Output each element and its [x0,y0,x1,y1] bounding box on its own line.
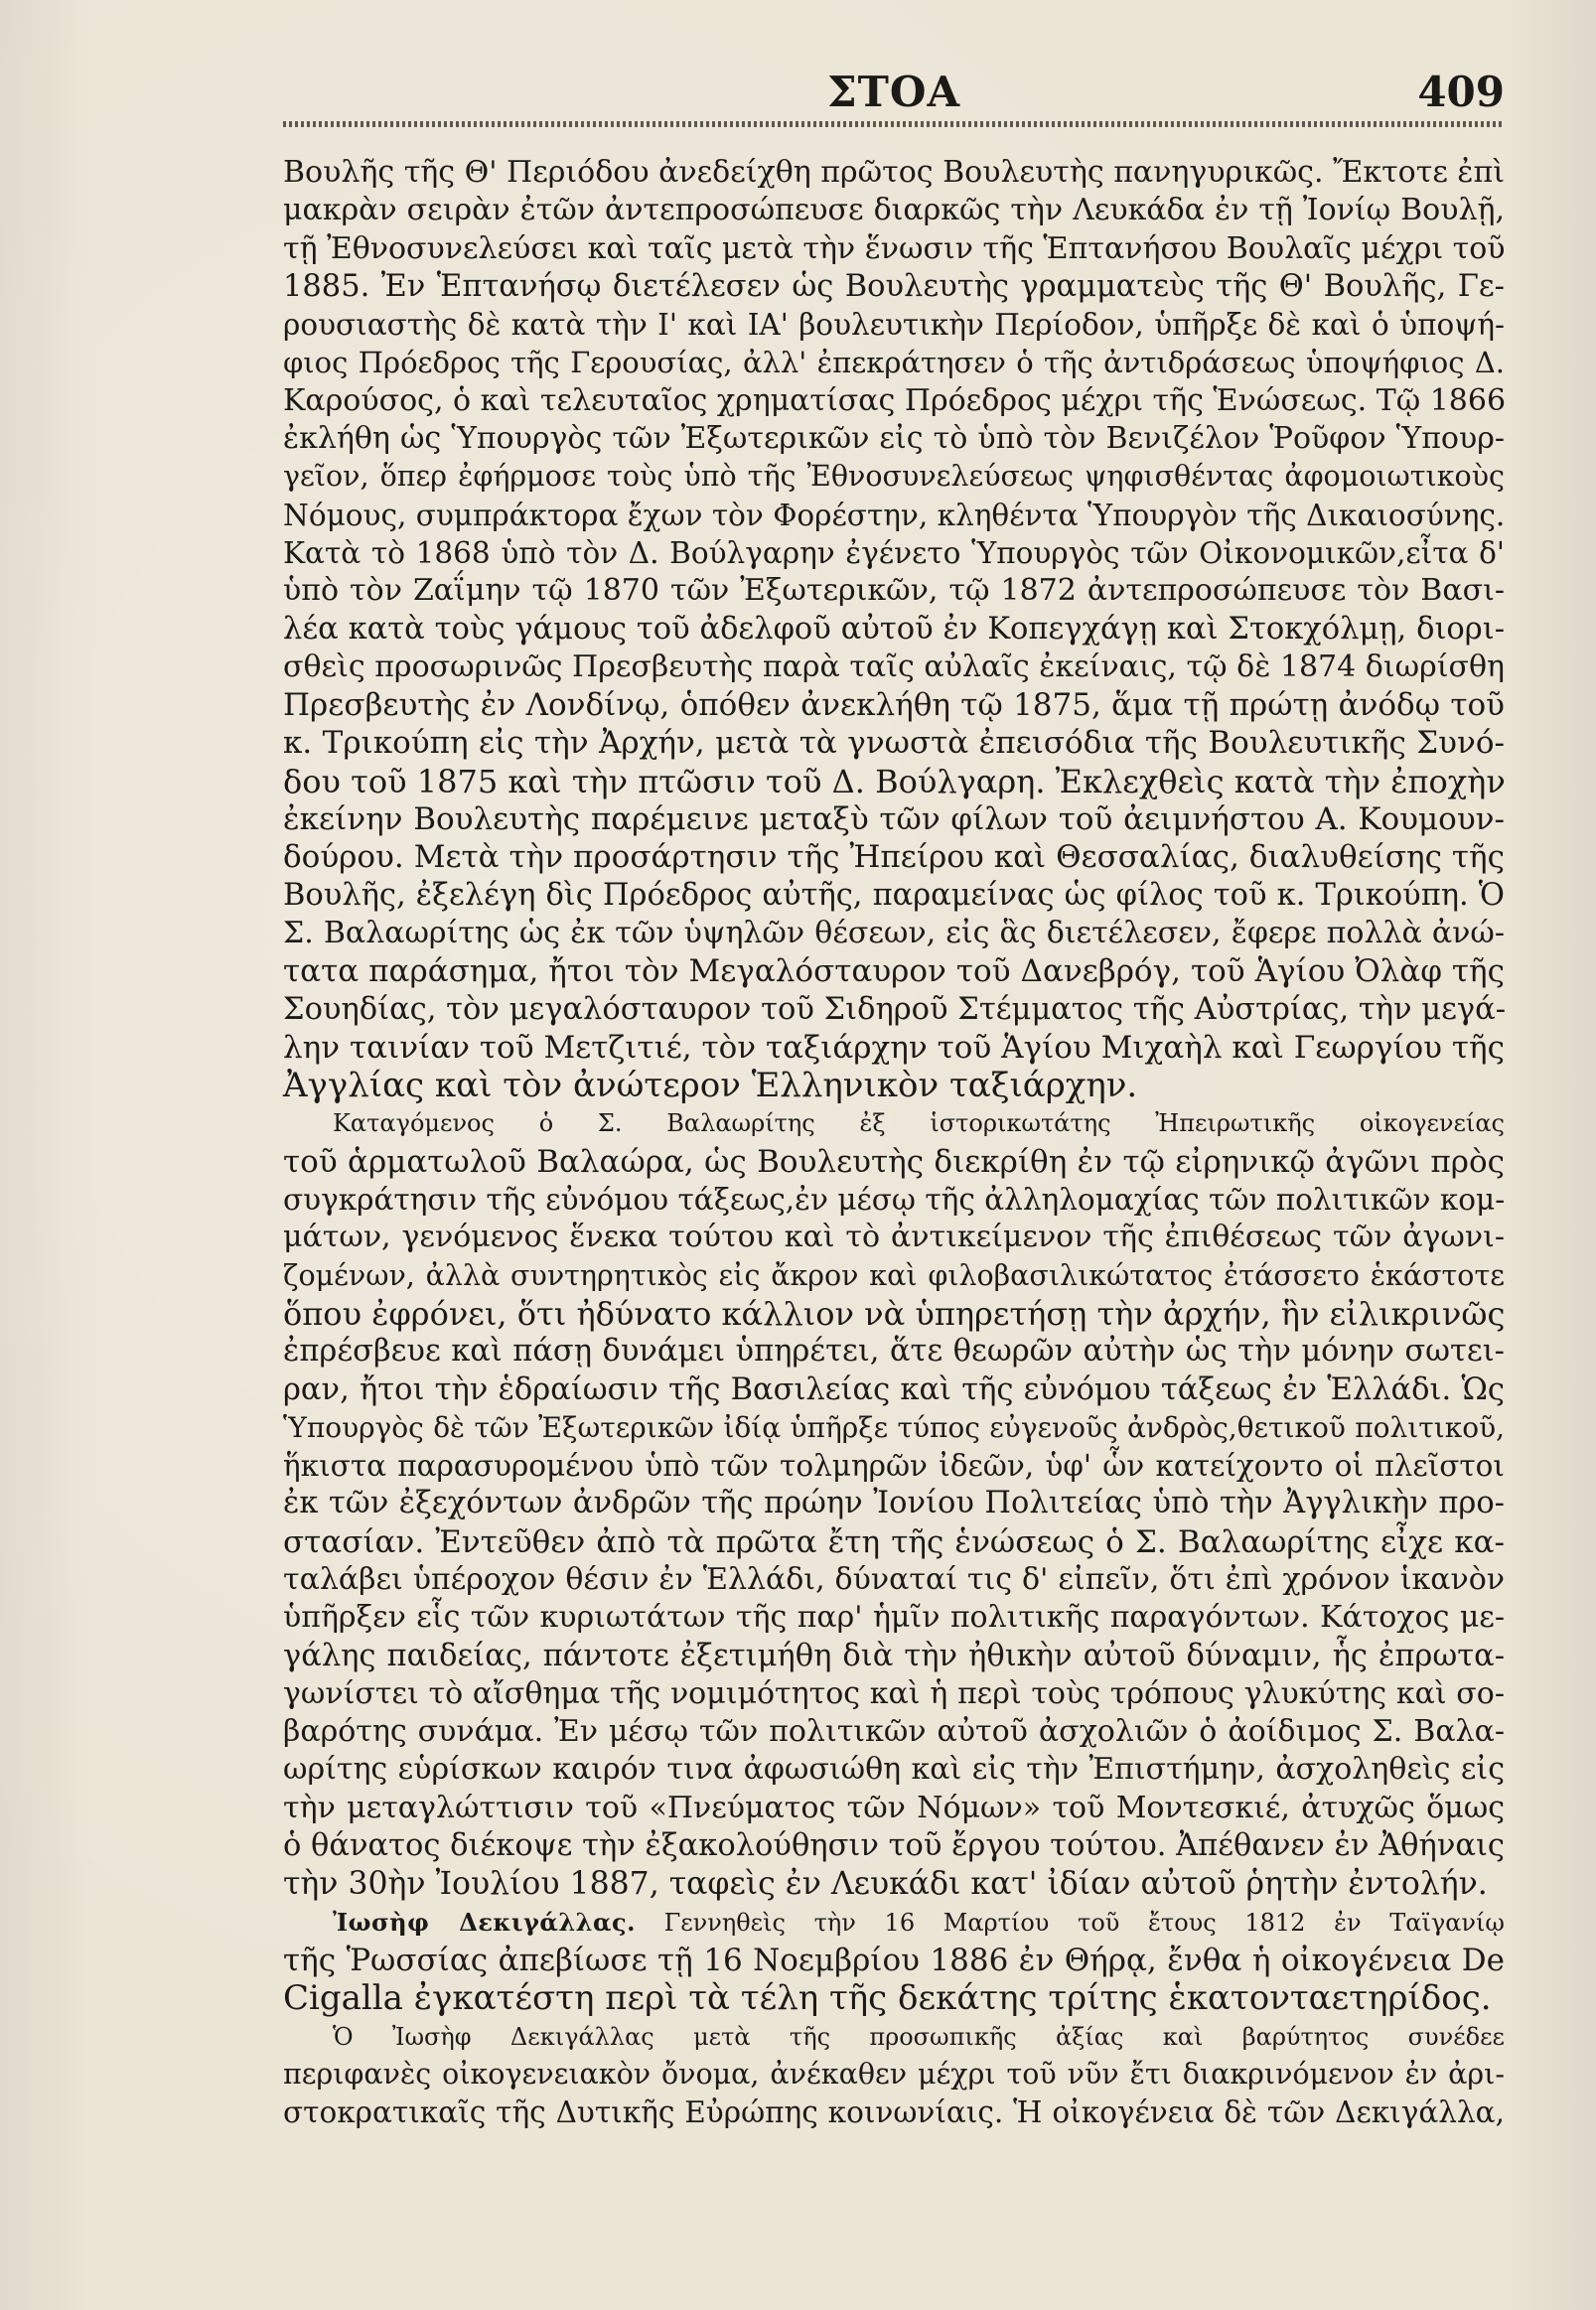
text-line: 1885. Ἐν Ἑπτανήσῳ διετέλεσεν ὡς Βουλευτὴς γραμματεὺς τῆς Θ' Βουλῆς, Γε- [283,268,1505,304]
text-line: συγκράτησιν τῆς εὐνόμου τάξεως,ἐν μέσῳ τῆς ἀλληλομαχίας τῶν πολιτικῶν κομ- [283,1183,1506,1218]
text-line: στοκρατικαῖς τῆς Δυτικῆς Εὐρώπης κοινωνίαις. Ἡ οἰκογένεια δὲ τῶν Δεκιγάλλα, [283,2095,1505,2130]
text-line: κ. Τρικούπη εἰς τὴν Ἀρχήν, μετὰ τὰ γνωστὰ ἐπεισόδια τῆς Βουλευτικῆς Συνό- [283,725,1505,762]
text-line: ραν, ἤτοι τὴν ἑδραίωσιν τῆς Βασιλείας καὶ τῆς εὐνόμου τάξεως ἐν Ἑλλάδι. Ὡς [283,1372,1505,1407]
text-line: Βουλῆς, ἐξελέγη δὶς Πρόεδρος αὐτῆς, παραμείνας ὡς φίλος τοῦ κ. Τρικούπη. Ὁ [283,877,1505,913]
text-line: Σ. Βαλαωρίτης ὡς ἐκ τῶν ὑψηλῶν θέσεων, εἰς ἃς διετέλεσεν, ἔφερε πολλὰ ἀνώ- [283,915,1505,950]
text-line: ταλάβει ὑπέροχον θέσιν ἐν Ἑλλάδι, δύναταί τις δ' εἰπεῖν, ὅτι ἐπὶ χρόνον ἱκανὸν [283,1561,1505,1597]
page-header [283,68,1505,127]
body-text [283,154,1505,2131]
entry-name: Ἰωσὴφ Δεκιγάλλας. [333,1907,636,1937]
text-line: ὁ θάνατος διέκοψε τὴν ἐξακολούθησιν τοῦ ἔργου τούτου. Ἀπέθανεν ἐν Ἀθήναις [283,1828,1505,1864]
text-line: Βουλῆς τῆς Θ' Περιόδου ἀνεδείχθη πρῶτος Βουλευτὴς πανηγυρικῶς. Ἔκτοτε ἐπὶ [283,155,1505,190]
text-line: ἐπρέσβευε καὶ πάσῃ δυνάμει ὑπηρέτει, ἅτε θεωρῶν αὐτὴν ὡς τὴν μόνην σωτει- [283,1334,1505,1370]
text-line: δου τοῦ 1875 καὶ τὴν πτῶσιν τοῦ Δ. Βούλγαρη. Ἐκλεχθεὶς κατὰ τὴν ἐποχὴν [283,762,1506,800]
text-line: Πρεσβευτὴς ἐν Λονδίνῳ, ὁπόθεν ἀνεκλήθη τῷ 1875, ἅμα τῇ πρώτῃ ἀνόδῳ τοῦ [283,687,1505,724]
text-line: περιφανὲς οἰκογενειακὸν ὄνομα, ἀνέκαθεν μέχρι τοῦ νῦν ἔτι διακρινόμενον ἐν ἀρι- [283,2057,1505,2091]
text-line: ωρίτης εὑρίσκων καιρόν τινα ἀφωσιώθη καὶ εἰς τὴν Ἐπιστήμην, ἀσχοληθεὶς εἰς [283,1752,1505,1788]
text-line: Καρούσος, ὁ καὶ τελευταῖος χρηματίσας Πρόεδρος μέχρι τῆς Ἑνώσεως. Τῷ 1866 [283,382,1507,418]
text-line: ὑπὸ τὸν Ζαΐμην τῷ 1870 τῶν Ἐξωτερικῶν, τῷ 1872 ἀντεπροσώπευσε τὸν Βασι- [283,573,1505,609]
text-line: μάτων, γενόμενος ἕνεκα τούτου καὶ τὸ ἀντικείμενον τῆς ἐπιθέσεως τῶν ἀγωνι- [283,1220,1505,1255]
text-line: τατα παράσημα, ἤτοι τὸν Μεγαλόσταυρον τοῦ Δανεβρόγ, τοῦ Ἁγίου Ὀλὰφ τῆς [283,953,1505,990]
text-line: γάλης παιδείας, πάντοτε ἐξετιμήθη διὰ τὴν ἠθικὴν αὐτοῦ δύναμιν, ἧς ἐπρωτα- [283,1638,1505,1673]
text-line: δούρου. Μετὰ τὴν προσάρτησιν τῆς Ἠπείρου καὶ Θεσσαλίας, διαλυθείσης τῆς [283,839,1505,876]
text-line: γωνίστει τὸ αἴσθημα τῆς νομιμότητος καὶ ἡ περὶ τοὺς τρόπους γλυκύτης καὶ σο- [283,1675,1505,1711]
text-line: Κατὰ τὸ 1868 ὑπὸ τὸν Δ. Βούλγαρην ἐγένετο Ὑπουργὸς τῶν Οἰκονομικῶν,εἶτα δ' [283,535,1505,570]
text-line: Νόμους, συμπράκτορα ἔχων τὸν Φορέστην, κληθέντα Ὑπουργὸν τῆς Δικαιοσύνης. [283,498,1506,532]
text-line: μακρὰν σειρὰν ἐτῶν ἀντεπροσώπευσε διαρκῶς τὴν Λευκάδα ἐν τῇ Ἰονίῳ Βουλῇ, [283,193,1505,228]
text-line: ὅπου ἐφρόνει, ὅτι ἠδύνατο κάλλιον νὰ ὑπηρετήσῃ τὴν ἀρχήν, ἣν εἰλικρινῶς [283,1294,1506,1333]
text-line: Ὑπουργὸς δὲ τῶν Ἐξωτερικῶν ἰδίᾳ ὑπῆρξε τύπος εὐγενοῦς ἀνδρὸς,θετικοῦ πολιτικοῦ, [283,1410,1505,1444]
entry-first-line-text: Γεννηθεὶς τὴν 16 Μαρτίου τοῦ ἔτους 1812 ἐν Ταϊγανίῳ [635,1908,1505,1937]
paragraph-continuation [283,154,1505,1104]
text-line: ἐκείνην Βουλευτὴς παρέμεινε μεταξὺ τῶν φίλων τοῦ ἀειμνήστου Α. Κουμουν- [283,801,1505,838]
page-number: 409 [1417,68,1505,116]
text-line: Σουηδίας, τὸν μεγαλόσταυρον τοῦ Σιδηροῦ Στέμματος τῆς Αὐστρίας, τὴν μεγά- [283,991,1507,1027]
paragraph-valaoritis-origin [283,1104,1505,1903]
text-line: τὴν μεταγλώττισιν τοῦ «Πνεύματος τῶν Νόμων» τοῦ Μοντεσκιέ, ἀτυχῶς ὅμως [283,1790,1505,1825]
header-rule [283,121,1505,127]
text-line: Ὁ Ἰωσὴφ Δεκιγάλλας μετὰ τῆς προσωπικῆς ἀξίας καὶ βαρύτητος συνέδεε [333,2022,1505,2051]
text-line: ἐκλήθη ὡς Ὑπουργὸς τῶν Ἐξωτερικῶν εἰς τὸ ὑπὸ τὸν Βενιζέλον Ῥοῦφον Ὑπουρ- [283,421,1505,457]
text-line: τῇ Ἐθνοσυνελεύσει καὶ ταῖς μετὰ τὴν ἕνωσιν τῆς Ἑπτανήσου Βουλαῖς μέχρι τοῦ [283,230,1506,266]
text-line: ὑπῆρξεν εἷς τῶν κυριωτάτων τῆς παρ' ἡμῖν πολιτικῆς παραγόντων. Κάτοχος με- [283,1600,1505,1636]
text-line: σθεὶς προσωρινῶς Πρεσβευτὴς παρὰ ταῖς αὐλαῖς ἐκείναις, τῷ δὲ 1874 διωρίσθη [283,649,1505,684]
text-line: λέα κατὰ τοὺς γάμους τοῦ ἀδελφοῦ αὐτοῦ ἐν Κοπεγχάγῃ καὶ Στοκχόλμῃ, διορι- [283,611,1505,647]
text-line: στασίαν. Ἐντεῦθεν ἀπὸ τὰ πρῶτα ἔτη τῆς ἑνώσεως ὁ Σ. Βαλαωρίτης εἶχε κα- [283,1523,1505,1560]
text-line: φιος Πρόεδρος τῆς Γερουσίας, ἀλλ' ἐπεκράτησεν ὁ τῆς ἀντιδράσεως ὑποψήφιος Δ. [283,346,1505,380]
paragraph-entry-dekigallas [283,1904,1505,2018]
text-line: τὴν 30ὴν Ἰουλίου 1887, ταφεὶς ἐν Λευκάδι κατ' ἰδίαν αὐτοῦ ῥητὴν ἐντολήν. [283,1866,1488,1903]
running-title: ΣΤΟΑ [826,68,961,116]
text-line: ζομένων, ἀλλὰ συντηρητικὸς εἰς ἄκρον καὶ φιλοβασιλικώτατος ἐτάσσετο ἑκάστοτε [283,1258,1505,1292]
text-line: ρουσιαστὴς δὲ κατὰ τὴν Ι' καὶ ΙΑ' βουλευτικὴν Περίοδον, ὑπῆρξε δὲ καὶ ὁ ὑποψή- [283,308,1505,343]
text-line: Ἀγγλίας καὶ τὸν ἀνώτερον Ἑλληνικὸν ταξιάρχην. [283,1066,1138,1106]
text-line: τοῦ ἁρματωλοῦ Βαλαώρα, ὡς Βουλευτὴς διεκρίθη ἐν τῷ εἰρηνικῷ ἀγῶνι πρὸς [283,1143,1505,1180]
text-line: Καταγόμενος ὁ Σ. Βαλαωρίτης ἐξ ἱστορικωτάτης Ἠπειρωτικῆς οἰκογενείας [333,1109,1505,1138]
text-line: γεῖον, ὅπερ ἐφήρμοσε τοὺς ὑπὸ τῆς Ἐθνοσυνελεύσεως ψηφισθέντας ἀφομοιωτικοὺς [283,460,1505,494]
text-line: Cigalla ἐγκατέστη περὶ τὰ τέλη τῆς δεκάτης τρίτης ἑκατονταετηρίδος. [283,1978,1492,2019]
text-line: ἥκιστα παρασυρομένου ὑπὸ τῶν τολμηρῶν ἰδεῶν, ὑφ' ὧν κατείχοντο οἱ πλεῖστοι [283,1449,1505,1484]
paragraph-dekigallas-family [283,2018,1505,2132]
text-line: λην ταινίαν τοῦ Μετζιτιέ, τὸν ταξιάρχην τοῦ Ἁγίου Μιχαὴλ καὶ Γεωργίου τῆς [283,1029,1505,1066]
text-line: τῆς Ῥωσσίας ἀπεβίωσε τῇ 16 Νοεμβρίου 1886 ἐν Θήρᾳ, ἔνθα ἡ οἰκογένεια De [283,1942,1505,1978]
entry-first-line [283,1904,1505,1942]
text-line: βαρότης συνάμα. Ἐν μέσῳ τῶν πολιτικῶν αὐτοῦ ἀσχολιῶν ὁ ἀοίδιμος Σ. Βαλα- [283,1714,1505,1750]
text-line: ἐκ τῶν ἐξεχόντων ἀνδρῶν τῆς πρώην Ἰονίου Πολιτείας ὑπὸ τὴν Ἀγγλικὴν προ- [283,1486,1505,1521]
